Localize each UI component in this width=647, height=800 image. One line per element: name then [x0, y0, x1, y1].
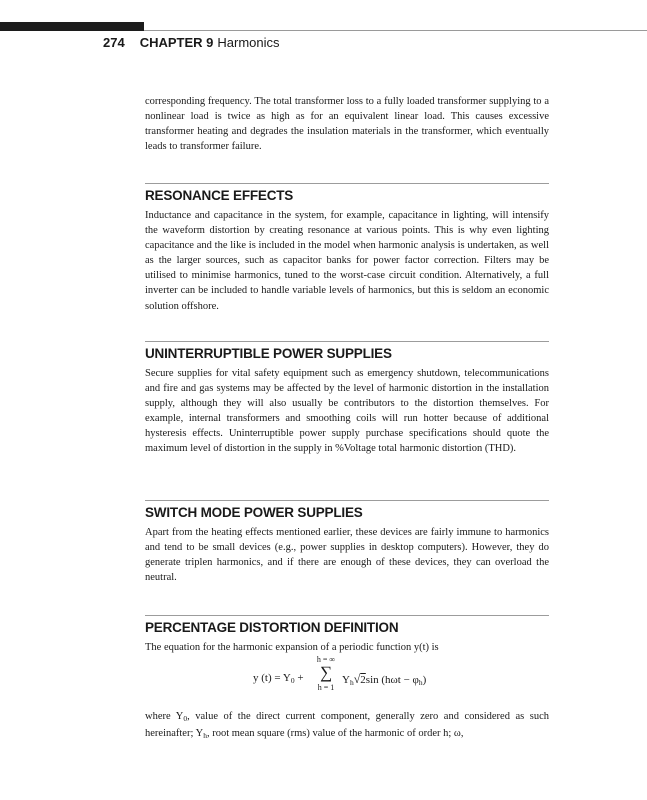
- section-divider: [145, 615, 549, 616]
- chapter-label: CHAPTER 9: [139, 35, 214, 50]
- equation-lhs: y $(t) = Y_0$ +: [253, 672, 304, 685]
- section-paragraph-distortion: The equation for the harmonic expansion of a periodic function y(t) is: [145, 642, 439, 653]
- closing-paragraph: where $Y_0$, value of the direct current component, generally zero and considered as such hereinafter; $Y_h$, root mean square (rms) value of the harmonic of order h; ω,: [145, 711, 549, 741]
- equation-rhs: $Y_h√2\sin$ $(h\omega t - \varphi_h)$: [342, 672, 427, 687]
- section-heading-distortion: PERCENTAGE DISTORTION DEFINITION: [145, 620, 399, 635]
- section-paragraph-resonance: Inductance and capacitance in the system, for example, capacitance in lighting, will intensify the waveform distortion by creating resonance at various points. This is why even lighting capacitance and the like is included in the model when harmonic analysis is undertaken, as well as the larger sources, such as capacitor banks for power factor correction. Filters may be utilised to minimise harmonics, tuned to the worst-case circuit condition. Alternatively, a full inverter can be included to handle variable levels of harmonics, but this is seldom an economic solution offshore.: [145, 210, 549, 312]
- intro-paragraph: corresponding frequency. The total transformer loss to a fully loaded transformer supplying to a nonlinear load is twice as high as for an equivalent linear load. This causes excessive transformer heating and degrades the insulation materials in the transformer, which eventually leads to transformer failure.: [145, 96, 549, 153]
- header-rule: [144, 30, 647, 31]
- section-paragraph-ups: Secure supplies for vital safety equipment such as emergency shutdown, telecommunications and fire and gas systems may be affected by the level of harmonic distortion in the installation supply, although they will also usually be contributors to the distortion themselves. For example, internal transformers and smoothing coils will run hotter because of additional hysteresis effects. Uninterruptible power supply purchase specifications should quote the maximum level of distortion in the supply in %Voltage total harmonic distortion (THD).: [145, 368, 549, 455]
- section-heading-resonance: RESONANCE EFFECTS: [145, 188, 294, 203]
- summation-upper-limit: h = ∞: [316, 655, 336, 664]
- section-paragraph-switch-mode: Apart from the heating effects mentioned earlier, these devices are fairly immune to harmonics and tend to be small devices (e.g., power supplies in desktop computers). However, they do generate triplen harmonics, and if there are enough of these devices, they can overload the neutral.: [145, 527, 549, 584]
- summation-symbol: ∑: [319, 663, 333, 682]
- section-divider: [145, 341, 549, 342]
- page-number: 274: [103, 35, 125, 50]
- section-divider: [145, 183, 549, 184]
- section-heading-ups: UNINTERRUPTIBLE POWER SUPPLIES: [145, 346, 392, 361]
- summation-lower-limit: h = 1: [317, 683, 335, 692]
- running-header: [103, 35, 280, 50]
- chapter-title: Harmonics: [217, 35, 280, 50]
- harmonic-expansion-equation: [253, 655, 513, 699]
- section-heading-switch-mode: SWITCH MODE POWER SUPPLIES: [145, 505, 363, 520]
- summation: [315, 655, 337, 692]
- section-divider: [145, 500, 549, 501]
- header-black-bar: [0, 22, 144, 31]
